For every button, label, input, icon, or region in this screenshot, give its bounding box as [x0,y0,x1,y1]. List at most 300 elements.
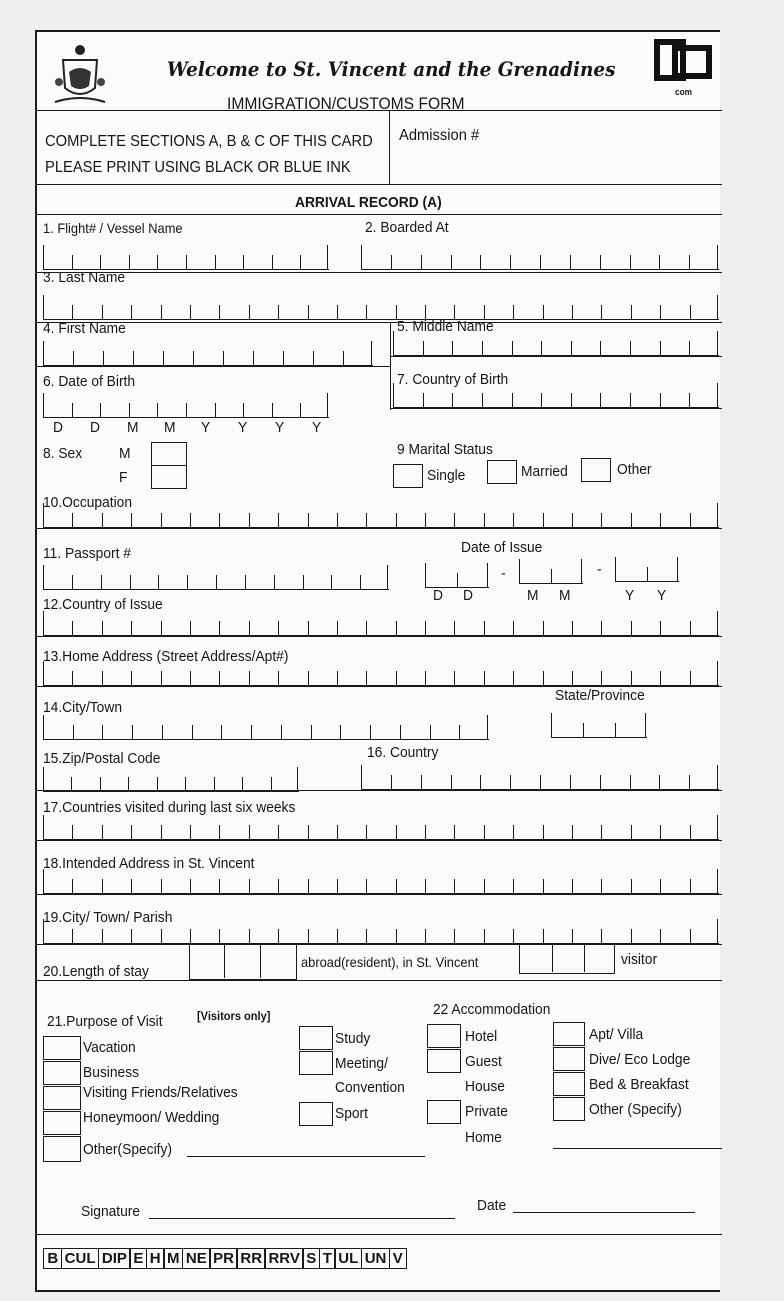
field-tick [717,383,718,407]
field-tick [190,671,191,685]
field-tick [43,715,44,739]
field-tick [484,305,485,319]
field-tick [454,513,455,527]
label-marital-status: 9 Marital Status [397,441,493,458]
field-tick [600,341,601,355]
field-tick [128,777,129,791]
field-tick [660,341,661,355]
field-tick [161,305,162,319]
divider [37,528,722,529]
field-tick [393,331,394,355]
field-tick [337,879,338,893]
label-country-of-birth: 7. Country of Birth [397,371,509,388]
label-zip: 15.Zip/Postal Code [43,750,161,767]
purpose-study-checkbox[interactable] [299,1026,333,1050]
field-tick [513,513,514,527]
field-tick [366,621,367,635]
field-tick [157,255,158,269]
field-tick [519,559,520,583]
field-tick [400,725,401,739]
accom-house-label: House [465,1078,505,1095]
field-tick [425,929,426,943]
field-tick [366,879,367,893]
code-t[interactable]: T [319,1248,336,1269]
field-tick [484,513,485,527]
stay-visitor-boxes[interactable] [519,944,615,974]
field-tick [510,775,511,789]
field-tick [102,825,103,839]
divider [37,980,722,981]
field-tick [366,825,367,839]
flight-input[interactable] [43,244,329,270]
divider [37,272,722,273]
label-date-of-issue: Date of Issue [461,539,543,556]
field-tick [73,351,74,365]
purpose-other-label: Other(Specify) [83,1141,172,1158]
field-tick [103,351,104,365]
field-tick [717,503,718,527]
divider [37,184,722,185]
field-tick [283,351,284,365]
format-letter: M [527,587,539,604]
field-tick [161,879,162,893]
field-tick [572,825,573,839]
code-dip[interactable]: DIP [98,1248,131,1269]
purpose-other-line[interactable] [187,1156,425,1157]
field-tick [72,671,73,685]
accom-bnb-checkbox[interactable] [553,1072,585,1096]
field-tick [278,513,279,527]
field-tick [190,825,191,839]
field-tick [243,255,244,269]
accom-other-checkbox[interactable] [553,1097,585,1121]
field-tick [572,621,573,635]
field-tick [487,715,488,739]
accom-villa-checkbox[interactable] [553,1022,585,1046]
field-tick [190,621,191,635]
field-tick [129,255,130,269]
field-tick [72,621,73,635]
accom-guest-label: Guest [465,1053,502,1070]
field-tick [601,825,602,839]
instruction-line-1: COMPLETE SECTIONS A, B & C OF THIS CARD [45,133,373,150]
field-tick [425,513,426,527]
field-tick [308,671,309,685]
issue-month-input[interactable] [519,558,583,584]
label-parish: 19.City/ Town/ Parish [43,909,173,926]
field-tick [186,403,187,417]
field-tick [512,393,513,407]
field-tick [452,393,453,407]
field-tick [278,929,279,943]
field-tick [601,305,602,319]
marital-single-label: Single [427,467,466,484]
divider [389,110,390,184]
date-of-birth-input[interactable] [43,392,329,418]
format-letter: Y [275,419,285,436]
field-tick [480,255,481,269]
field-tick [396,621,397,635]
code-un[interactable]: UN [361,1248,391,1269]
field-tick [425,563,426,587]
field-tick [631,305,632,319]
field-tick [157,403,158,417]
code-s[interactable]: S [302,1248,320,1269]
field-tick [631,671,632,685]
field-tick [100,255,101,269]
field-tick [371,341,372,365]
field-tick [366,513,367,527]
purpose-vacation-label: Vacation [83,1039,136,1056]
field-tick [660,393,661,407]
accom-hotel-label: Hotel [465,1028,498,1045]
field-tick [219,929,220,943]
format-letter: D [90,419,100,436]
field-tick [303,575,304,589]
country-of-birth-input[interactable] [393,382,719,408]
field-tick [631,513,632,527]
field-tick [630,341,631,355]
code-pr[interactable]: PR [209,1248,238,1269]
field-tick [717,869,718,893]
accom-home-label: Home [465,1129,502,1146]
home-address-input[interactable] [43,660,719,686]
field-tick [43,661,44,685]
field-tick [43,611,44,635]
stay-resident-boxes[interactable] [189,944,297,980]
field-tick [297,767,298,791]
field-tick [421,775,422,789]
divider [37,1234,722,1235]
last-name-input[interactable] [43,294,719,320]
field-tick [690,879,691,893]
field-tick [249,825,250,839]
instruction-line-2: PLEASE PRINT USING BLACK OR BLUE INK [45,159,351,176]
field-tick [459,725,460,739]
format-letter: M [127,419,139,436]
field-tick [219,305,220,319]
field-tick [215,403,216,417]
countries-visited-input[interactable] [43,814,719,840]
label-first-name: 4. First Name [43,320,126,337]
marital-married-label: Married [521,463,568,480]
divider [390,322,391,410]
field-tick [543,305,544,319]
field-tick [221,725,222,739]
field-tick [513,671,514,685]
form-subtitle: IMMIGRATION/CUSTOMS FORM [227,94,465,113]
label-country: 16. Country [367,744,439,761]
field-tick [249,621,250,635]
field-tick [245,575,246,589]
code-ul[interactable]: UL [334,1248,362,1269]
field-tick [360,575,361,589]
issue-day-input[interactable] [425,562,489,588]
field-tick [690,513,691,527]
field-tick [129,403,130,417]
field-tick [484,879,485,893]
field-tick [425,825,426,839]
field-tick [660,929,661,943]
field-tick [396,929,397,943]
field-tick [43,341,44,365]
format-letter: M [559,587,571,604]
field-tick [102,879,103,893]
field-tick [281,725,282,739]
code-e[interactable]: E [129,1248,147,1269]
field-tick [132,725,133,739]
country-of-issue-input[interactable] [43,610,719,636]
field-tick [690,825,691,839]
field-tick [340,725,341,739]
accom-eco-lodge-checkbox[interactable] [553,1047,585,1071]
field-tick [430,725,431,739]
field-tick [327,393,328,417]
field-tick [190,879,191,893]
zip-input[interactable] [43,766,299,792]
purpose-sport-label: Sport [335,1105,368,1122]
city-input[interactable] [43,714,489,740]
accom-private-home-checkbox[interactable] [427,1100,461,1124]
field-tick [425,671,426,685]
field-tick [219,671,220,685]
field-tick [689,255,690,269]
field-tick [242,777,243,791]
field-tick [690,305,691,319]
field-tick [337,305,338,319]
field-tick [454,879,455,893]
field-tick [631,929,632,943]
field-tick [396,825,397,839]
marital-married-checkbox[interactable] [487,460,517,484]
field-tick [131,513,132,527]
field-tick [131,621,132,635]
marital-other-checkbox[interactable] [581,458,611,482]
purpose-sport-checkbox[interactable] [299,1102,333,1126]
label-date-of-birth: 6. Date of Birth [43,373,136,390]
field-tick [249,879,250,893]
sex-f-checkbox[interactable] [151,465,187,489]
divider [390,408,722,409]
form-title: Welcome to St. Vincent and the Grenadines [167,57,616,81]
field-tick [601,671,602,685]
field-tick [512,341,513,355]
field-tick [572,929,573,943]
field-tick [337,513,338,527]
field-tick [570,255,571,269]
divider [37,840,722,841]
label-passport: 11. Passport # [43,545,131,562]
field-tick [308,305,309,319]
parish-input[interactable] [43,918,719,944]
code-cul[interactable]: CUL [61,1248,100,1269]
field-tick [601,929,602,943]
code-b[interactable]: B [43,1248,62,1269]
field-tick [454,621,455,635]
field-tick [43,503,44,527]
field-tick [216,575,217,589]
occupation-input[interactable] [43,502,719,528]
field-tick [571,393,572,407]
purpose-meeting-checkbox[interactable] [299,1051,333,1075]
field-tick [551,713,552,737]
field-tick [249,305,250,319]
field-tick [482,341,483,355]
passport-input[interactable] [43,564,389,590]
field-tick [366,929,367,943]
sex-m-checkbox[interactable] [151,442,187,466]
field-tick [601,879,602,893]
field-tick [331,575,332,589]
field-tick [631,621,632,635]
field-tick [215,255,216,269]
field-tick [540,775,541,789]
middle-name-input[interactable] [393,330,719,356]
purpose-business-checkbox[interactable] [43,1061,81,1085]
issue-year-input[interactable] [615,556,679,582]
purpose-honeymoon-checkbox[interactable] [43,1111,81,1135]
sex-m-label: M [119,445,131,462]
label-abroad-resident: abroad(resident), in St. Vincent [301,954,479,970]
field-tick [572,671,573,685]
field-tick [425,879,426,893]
field-tick [541,341,542,355]
field-tick [43,295,44,319]
section-title: ARRIVAL RECORD (A) [295,194,442,211]
field-tick [72,255,73,269]
field-tick [308,929,309,943]
code-v[interactable]: V [389,1248,407,1269]
field-tick [73,725,74,739]
field-tick [421,255,422,269]
accom-other-line[interactable] [553,1148,722,1149]
accom-guest-house-checkbox[interactable] [427,1049,461,1073]
field-tick [43,245,44,269]
field-tick [601,513,602,527]
field-tick [361,765,362,789]
label-middle-name: 5. Middle Name [397,318,494,335]
field-tick [572,305,573,319]
field-tick [72,825,73,839]
field-tick [308,513,309,527]
intended-address-input[interactable] [43,868,719,894]
field-tick [72,403,73,417]
field-tick [600,775,601,789]
field-tick [513,825,514,839]
admission-label: Admission # [399,127,480,144]
field-tick [272,403,273,417]
field-tick [300,403,301,417]
field-tick [717,765,718,789]
boarded-at-input[interactable] [361,244,719,270]
format-letter: D [433,587,443,604]
brand-sub: com [675,87,693,97]
purpose-vacation-checkbox[interactable] [43,1036,81,1060]
field-tick [543,825,544,839]
divider [37,894,722,895]
field-tick [454,671,455,685]
code-h[interactable]: H [146,1248,165,1269]
field-tick [131,879,132,893]
immigration-form-card [35,30,720,1292]
field-tick [185,777,186,791]
state-input[interactable] [551,712,647,738]
signature-line[interactable] [149,1218,455,1219]
code-rrv[interactable]: RRV [264,1248,303,1269]
field-tick [454,305,455,319]
accom-hotel-checkbox[interactable] [427,1024,461,1048]
field-tick [43,393,44,417]
field-tick [615,723,616,737]
field-tick [131,929,132,943]
purpose-other-checkbox[interactable] [43,1136,81,1162]
field-tick [391,255,392,269]
field-tick [187,575,188,589]
purpose-friends-checkbox[interactable] [43,1086,81,1110]
divider [390,356,722,357]
code-m[interactable]: M [163,1248,184,1269]
field-tick [660,825,661,839]
field-tick [72,513,73,527]
field-tick [370,725,371,739]
label-state: State/Province [555,687,645,704]
field-tick [570,775,571,789]
code-ne[interactable]: NE [182,1248,211,1269]
field-tick [487,563,488,587]
date-line[interactable] [513,1212,695,1213]
first-name-input[interactable] [43,340,373,366]
country-input[interactable] [361,764,719,790]
field-tick [190,929,191,943]
field-tick [423,341,424,355]
field-tick [543,671,544,685]
field-tick [513,305,514,319]
format-letter: D [53,419,63,436]
label-visitor: visitor [621,951,658,968]
marital-single-checkbox[interactable] [393,464,423,488]
field-tick [243,403,244,417]
field-tick [313,351,314,365]
field-tick [102,305,103,319]
issue-sep-1: - [501,565,506,582]
field-tick [660,513,661,527]
purpose-convention-label: Convention [335,1079,405,1096]
sex-f-label: F [119,469,128,486]
field-tick [717,815,718,839]
field-tick [278,621,279,635]
brand-logo [653,38,715,100]
field-tick [219,621,220,635]
field-tick [43,869,44,893]
field-tick [161,513,162,527]
field-tick [600,255,601,269]
field-tick [190,305,191,319]
field-tick [689,775,690,789]
label-sex: 8. Sex [43,445,83,462]
field-tick [102,671,103,685]
code-rr[interactable]: RR [236,1248,266,1269]
field-tick [423,393,424,407]
format-letter: Y [625,587,635,604]
field-tick [391,775,392,789]
divider [37,110,722,111]
field-tick [43,815,44,839]
field-tick [162,725,163,739]
label-purpose: 21.Purpose of Visit [47,1013,163,1030]
field-tick [158,575,159,589]
field-tick [271,777,272,791]
field-tick [660,671,661,685]
